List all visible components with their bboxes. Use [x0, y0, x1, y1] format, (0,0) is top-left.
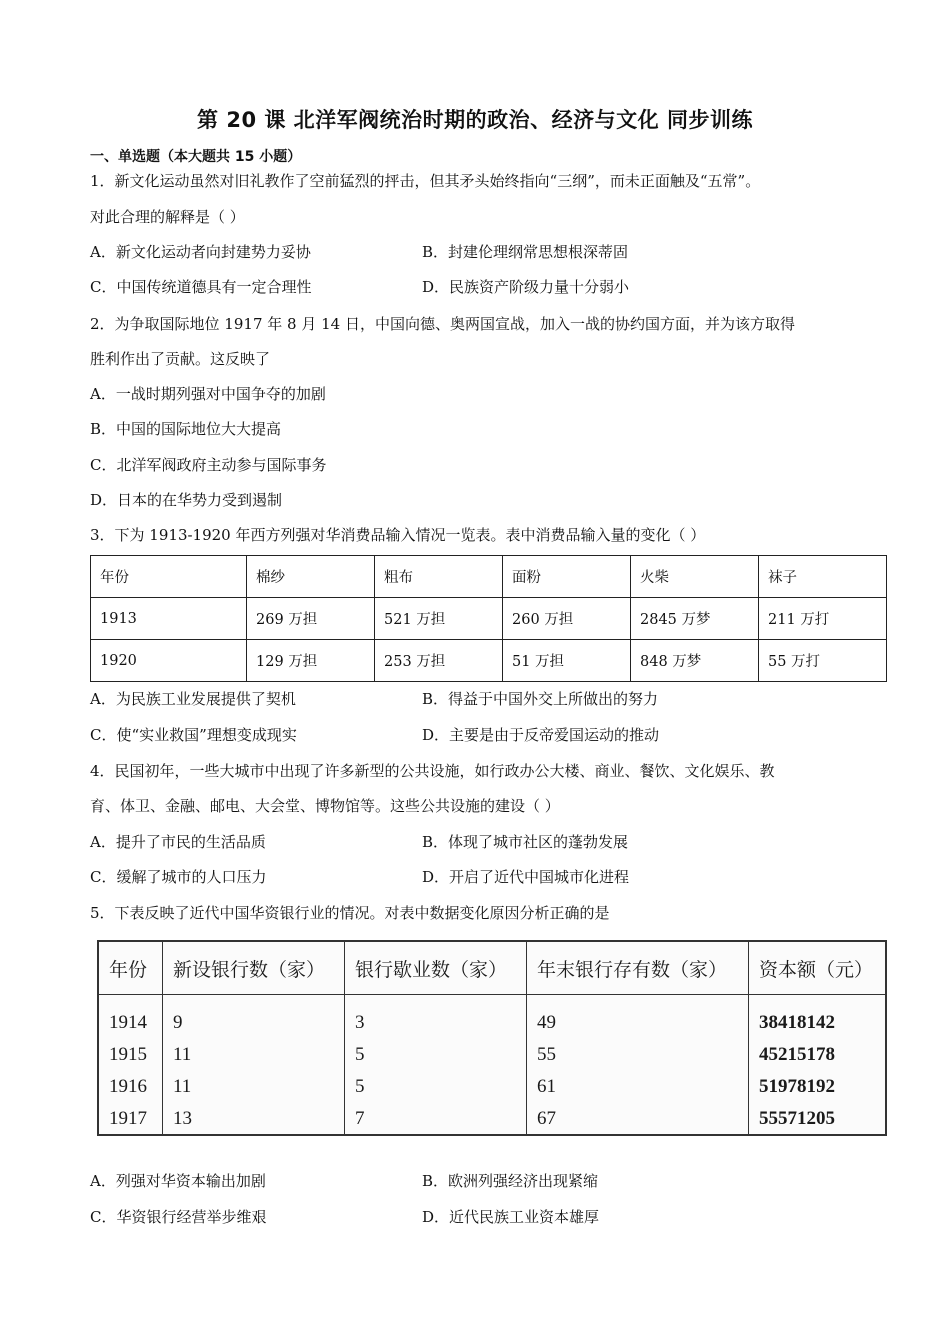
new-banks-column [163, 995, 345, 1137]
q2-stem-line1: 2．为争取国际地位 1917 年 8 月 14 日，中国向德、奥两国宣战，加入一战的协约国方面，并为该方取得 [90, 315, 795, 333]
table-cell: 5 [355, 1044, 365, 1065]
table-cell: 1914 [109, 1012, 147, 1033]
table-header-cell: 年份 [91, 556, 247, 598]
q5-option-b: B．欧洲列强经济出现紧缩 [422, 1172, 599, 1190]
q4-option-d: D．开启了近代中国城市化进程 [422, 868, 630, 886]
q1-stem-line1: 1．新文化运动虽然对旧礼教作了空前猛烈的抨击，但其矛头始终指向“三纲”，而未正面触及“五常”。 [90, 172, 761, 190]
q2-option-b: B．中国的国际地位大大提高 [90, 420, 282, 438]
table-cell: 129 万担 [247, 640, 375, 682]
q2-stem-line2: 胜利作出了贡献。这反映了 [90, 350, 271, 368]
table-cell: 260 万担 [503, 598, 631, 640]
year-column [99, 995, 163, 1137]
q2-option-c: C．北洋军阀政府主动参与国际事务 [90, 456, 327, 474]
table-cell: 1916 [109, 1076, 147, 1097]
table-header-cell: 资本额（元） [749, 942, 886, 995]
table-row [91, 598, 887, 640]
q5-stem: 5．下表反映了近代中国华资银行业的情况。对表中数据变化原因分析正确的是 [90, 904, 610, 922]
q5-table-image [97, 940, 887, 1136]
table-cell: 49 [537, 1012, 556, 1033]
table-header-cell: 棉纱 [247, 556, 375, 598]
q3-option-b: B．得益于中国外交上所做出的努力 [422, 690, 659, 708]
table-cell: 13 [173, 1108, 192, 1129]
table-cell: 61 [537, 1076, 556, 1097]
q1-option-a: A．新文化运动者向封建势力妥协 [90, 243, 311, 261]
table-cell: 3 [355, 1012, 365, 1033]
table-cell: 5 [355, 1076, 365, 1097]
table-cell: 38418142 [759, 1012, 835, 1033]
table-cell: 211 万打 [759, 598, 887, 640]
section-heading: 一、单选题（本大题共 15 小题） [90, 149, 302, 165]
closed-banks-column [345, 995, 527, 1137]
table-header-cell: 面粉 [503, 556, 631, 598]
q5-option-a: A．列强对华资本输出加剧 [90, 1172, 266, 1190]
q1-stem-line2: 对此合理的解释是（ ） [90, 208, 245, 226]
table-cell: 45215178 [759, 1044, 835, 1065]
q3-stem: 3．下为 1913-1920 年西方列强对华消费品输入情况一览表。表中消费品输入量的变化（ ） [90, 526, 706, 544]
q5-option-d: D．近代民族工业资本雄厚 [422, 1208, 600, 1226]
q3-table [90, 555, 887, 682]
table-cell: 67 [537, 1108, 556, 1129]
q2-option-d: D．日本的在华势力受到遏制 [90, 491, 283, 509]
capital-column [749, 995, 886, 1137]
page-title: 第 20 课 北洋军阀统治时期的政治、经济与文化 同步训练 [197, 108, 753, 132]
table-header-row [91, 556, 887, 598]
table-cell: 521 万担 [375, 598, 503, 640]
table-cell: 253 万担 [375, 640, 503, 682]
table-cell: 51978192 [759, 1076, 835, 1097]
table-cell: 55 [537, 1044, 556, 1065]
table-header-cell: 银行歇业数（家） [345, 942, 527, 995]
table-header-cell: 袜子 [759, 556, 887, 598]
table-header-cell: 年末银行存有数（家） [527, 942, 749, 995]
q5-option-c: C．华资银行经营举步维艰 [90, 1208, 267, 1226]
table-cell: 9 [173, 1012, 183, 1033]
table-header-cell: 火柴 [631, 556, 759, 598]
q4-stem-line1: 4．民国初年，一些大城市中出现了许多新型的公共设施，如行政办公大楼、商业、餐饮、文化娱乐、教 [90, 762, 775, 780]
q4-option-b: B．体现了城市社区的蓬勃发展 [422, 833, 629, 851]
table-cell: 55571205 [759, 1108, 835, 1129]
table-cell: 2845 万梦 [631, 598, 759, 640]
q4-option-a: A．提升了市民的生活品质 [90, 833, 266, 851]
q4-stem-line2: 育、体卫、金融、邮电、大会堂、博物馆等。这些公共设施的建设（ ） [90, 797, 560, 815]
q1-option-b: B．封建伦理纲常思想根深蒂固 [422, 243, 629, 261]
q1-option-d: D．民族资产阶级力量十分弱小 [422, 278, 630, 296]
q3-option-c: C．使“实业救国”理想变成现实 [90, 726, 297, 744]
q5-table [99, 942, 885, 1136]
table-header-cell: 年份 [99, 942, 163, 995]
table-cell: 1917 [109, 1108, 147, 1129]
q1-option-c: C．中国传统道德具有一定合理性 [90, 278, 312, 296]
table-header-cell: 粗布 [375, 556, 503, 598]
q4-option-c: C．缓解了城市的人口压力 [90, 868, 267, 886]
table-cell: 55 万打 [759, 640, 887, 682]
table-cell: 11 [173, 1044, 192, 1065]
table-cell: 7 [355, 1108, 365, 1129]
table-cell: 848 万梦 [631, 640, 759, 682]
q3-option-d: D．主要是由于反帝爱国运动的推动 [422, 726, 660, 744]
table-cell: 1913 [91, 598, 247, 640]
table-cell: 11 [173, 1076, 192, 1097]
table-cell: 269 万担 [247, 598, 375, 640]
table-cell: 51 万担 [503, 640, 631, 682]
table-cell: 1915 [109, 1044, 147, 1065]
q3-option-a: A．为民族工业发展提供了契机 [90, 690, 296, 708]
table-header-row [99, 942, 885, 995]
table-row [91, 640, 887, 682]
table-header-cell: 新设银行数（家） [163, 942, 345, 995]
table-row [99, 995, 885, 1137]
table-cell: 1920 [91, 640, 247, 682]
q2-option-a: A．一战时期列强对中国争夺的加剧 [90, 385, 326, 403]
existing-banks-column [527, 995, 749, 1137]
